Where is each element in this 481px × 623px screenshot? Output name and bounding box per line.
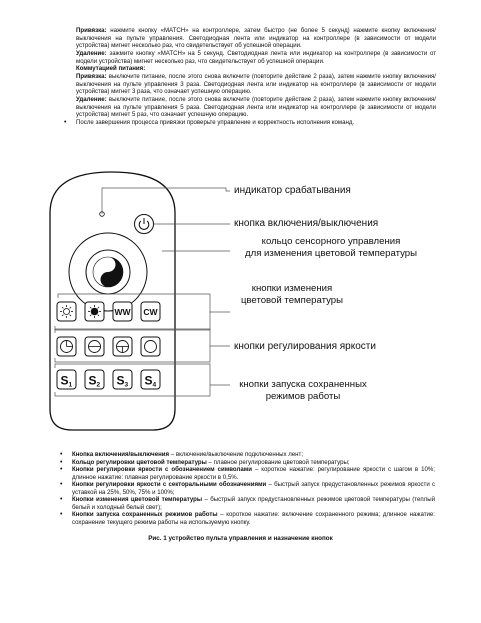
feature-text: – быстрый запуск предустановленных режимов яркости с уставкой на 25%, 50%, 75% и 100%; [72, 481, 435, 496]
ring-callout [231, 236, 431, 259]
feature-item [60, 451, 435, 459]
feature-text: – плавное регулирование цветовой температуры; [206, 458, 350, 466]
scene-2-button [85, 370, 104, 389]
color-callout-line: цветовой температуры [240, 294, 344, 306]
power-callout: кнопка включения/выключения [234, 218, 379, 229]
instruction-label: Удаление: [76, 95, 107, 103]
feature-item [60, 481, 435, 496]
instruction-label: Привязка: [76, 27, 107, 34]
instruction-bullet-text: После завершения процесса привязки проверьте управление и корректность исполнения команд. [76, 118, 355, 126]
ring-callout-line: кольцо сенсорного управления [261, 236, 401, 247]
instruction-text: выключите питание, после этого снова включите (повторите действие 2 раза), затем нажмите кнопку включения/выключения на пульте управления 5 раза. Светодиодная лента или индикатор на контроллере (в зависимости от модели устройства) мигнет 5 раз, что означает успешную операцию. [76, 95, 436, 119]
bullet-dot: • [60, 458, 63, 466]
feature-item [60, 496, 435, 511]
bullet-dot: • [60, 511, 63, 518]
feature-text: – короткое нажатие: регулирование яркости с шагом в 10%; длинное нажатие: плавная регулирование яркости в 0,5%. [72, 466, 435, 481]
scene-4-letter: S [144, 373, 153, 388]
brightness-50-button [85, 337, 104, 356]
feature-label: Кольцо регулировки цветовой температуры [72, 458, 207, 466]
feature-text: – быстрый запуск предустановленных режимов цветовой температуры (теплый белый и холодный белый свет); [72, 496, 435, 511]
scene-callout [223, 379, 383, 402]
scene-2-letter: S [88, 373, 97, 388]
scene-callout-line: кнопки запуска сохраненных [239, 379, 367, 390]
scene-1-number: 1 [68, 381, 73, 389]
scene-4-number: 4 [152, 381, 157, 389]
instruction-label: Коммутацией питания: [76, 65, 146, 73]
brightness-callout: кнопки регулирования яркости [234, 341, 376, 352]
scene-1-letter: S [60, 373, 69, 388]
warm-white-label: WW [114, 307, 131, 317]
scene-callout-line: режимов работы [265, 390, 341, 402]
feature-label: Кнопки регулировки яркости с секторальными обозначениями [72, 481, 267, 488]
instruction-paragraph [76, 27, 436, 50]
feature-item [60, 466, 435, 481]
color-callout [222, 283, 362, 306]
cool-white-label: CW [143, 307, 158, 317]
scene-3-letter: S [116, 373, 125, 388]
scene-3-number: 3 [124, 381, 129, 389]
indicator-light-icon [100, 212, 105, 217]
indicator-callout: индикатор срабатывания [234, 185, 351, 196]
feature-label: Кнопки изменения цветовой температуры [72, 496, 203, 503]
sector-100-icon [145, 341, 157, 353]
scene-1-button [57, 370, 76, 389]
scene-2-number: 2 [96, 381, 101, 389]
instruction-text: зажмите кнопку «MATCH» на 5 секунд. Светодиодная лента или индикатор на контроллере (в зависимости от модели устройства) мигнет несколько раз, что свидетельствует об успешной операции. [76, 49, 436, 65]
feature-text: – короткое нажатие: включение сохраненного режима; длинное нажатие: сохранение текущего режима работы на используемую кнопку. [72, 511, 435, 526]
bullet-dot: • [64, 118, 67, 126]
bullet-dot: • [60, 451, 63, 458]
feature-label: Кнопки регулировки яркости с обозначением символами [72, 466, 252, 473]
instruction-text: нажмите кнопку «MATCH» на контроллере, затем быстро (не более 5 секунд) нажмите кнопку включения/выключения на пульте управления. Светодиодная лента или индикатор на контроллере (в зависимости от модели устройства) мигнет несколько раз, что свидетельствует об успешной операции. [76, 27, 436, 50]
color-callout-line: кнопки изменения [251, 283, 333, 294]
pairing-instructions [64, 27, 436, 127]
bullet-dot: • [60, 496, 63, 503]
instruction-label: Удаление: [76, 49, 107, 57]
instruction-paragraph [76, 65, 436, 73]
button-functions-list [60, 451, 435, 526]
scene-3-button [113, 370, 132, 389]
cool-white-button [141, 302, 160, 321]
brightness-max-button [85, 302, 104, 321]
brightness-75-button [113, 337, 132, 356]
instruction-paragraph [76, 50, 436, 65]
feature-item [60, 459, 435, 467]
brightness-up-button [57, 302, 76, 321]
feature-text: – включение/выключение подключенных лент; [169, 451, 304, 458]
sector-75-icon [117, 341, 129, 353]
feature-item [60, 511, 435, 526]
feature-label: Кнопка включения/выключения [72, 451, 170, 458]
ring-callout-line: для изменения цветовой температуры [245, 247, 417, 259]
instruction-bullet [64, 118, 436, 127]
brightness-100-button [141, 337, 160, 356]
bullet-dot: • [60, 481, 63, 488]
warm-white-button [113, 302, 132, 321]
brightness-25-button [57, 337, 76, 356]
scene-4-button [141, 370, 160, 389]
bullet-dot: • [60, 466, 63, 473]
sector-50-icon [89, 341, 101, 353]
figure-caption: Рис. 1 устройство пульта управления и назначение кнопок [148, 535, 333, 542]
instruction-text: выключите питание, после этого снова включите (повторите действие 2 раза), затем нажмите кнопку включения/выключения на пульте управления 3 раза. Светодиодная лента или индикатор на контроллере (в зависимости от модели устройства) мигнет 3 раза, что означает успешную операцию. [76, 72, 436, 96]
remote-control-illustration [46, 169, 179, 433]
feature-label: Кнопки запуска сохраненных режимов работы [72, 511, 218, 518]
instruction-paragraph [76, 96, 436, 119]
instruction-label: Привязка: [76, 72, 107, 80]
instruction-paragraph [76, 73, 436, 96]
sector-25-icon [61, 341, 73, 353]
